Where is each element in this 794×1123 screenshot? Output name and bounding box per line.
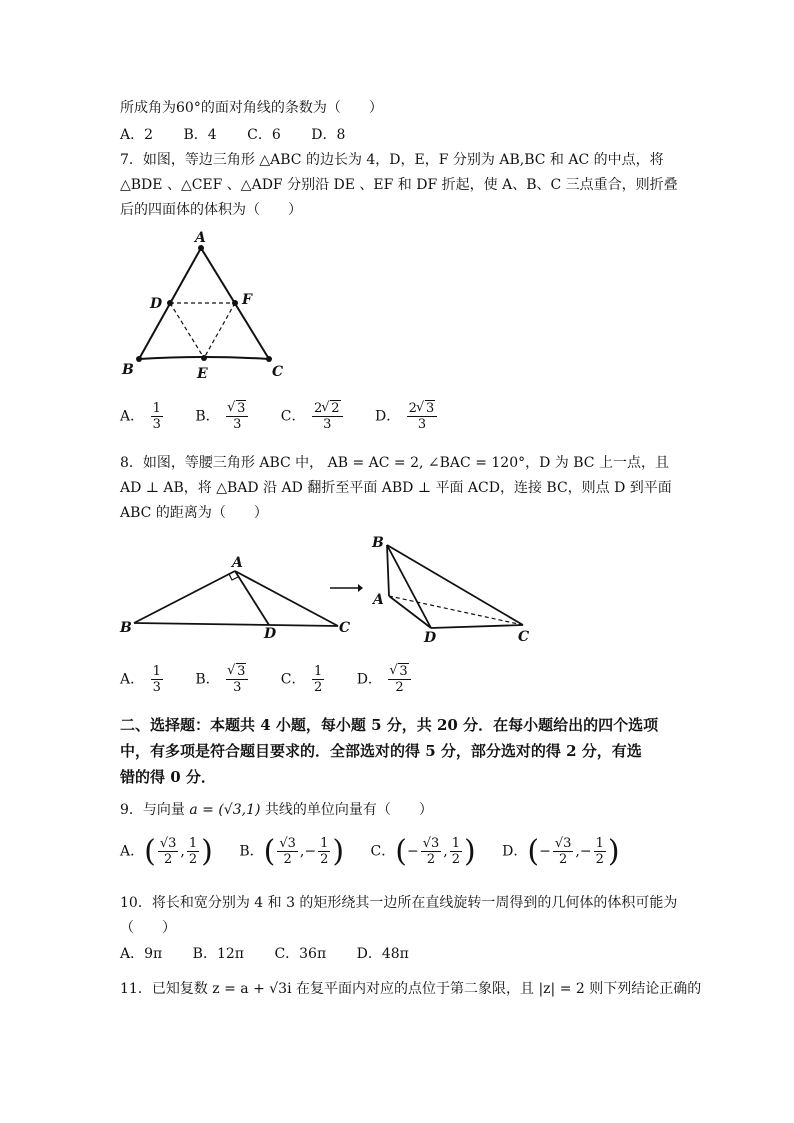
q7-point-d: [167, 300, 173, 306]
q7-option-a[interactable]: [120, 401, 165, 432]
q11-stem-line1: 11．已知复数 z = a + √3i 在复平面内对应的点位于第二象限，且 |z| = 2 则下列结论正确的: [120, 981, 702, 997]
section2-instructions-line3: 错的得 0 分．: [120, 768, 216, 786]
q8-right-label-b: B: [372, 535, 384, 551]
q7-option-b[interactable]: [195, 401, 250, 432]
q9-vector: a = (√3,1): [189, 802, 261, 818]
q8-left-label-c: C: [339, 620, 351, 636]
q7-option-c-den: 3: [323, 417, 332, 432]
q7-option-c[interactable]: [281, 401, 345, 432]
q8-option-d-label: D．: [356, 671, 382, 688]
q7-option-d-radicand: 3: [425, 401, 435, 416]
q9-option-c[interactable]: C．(− $\frac{√3}{2}$ , $\frac{1}{2}$ ): [370, 834, 476, 869]
q8-option-d-fraction: [388, 664, 410, 695]
section2-instructions-line2: 中，有多项是符合题目要求的．全部选对的得 5 分，部分选对的得 2 分，有选: [120, 742, 642, 760]
q7-stem-line2: △BDE 、△CEF 、△ADF 分别沿 DE 、EF 和 DF 折起，使 A、B、C 三点重合，则折叠: [120, 177, 678, 193]
q7-option-d-den: 3: [417, 417, 427, 432]
q7-option-c-fraction: [312, 401, 343, 432]
q7-option-b-radicand: 3: [237, 401, 246, 416]
q8-right-label-d: D: [424, 630, 437, 646]
q7-stem-line3: 后的四面体的体积为（ ）: [120, 202, 302, 218]
section2-instructions-line1: 二、选择题：本题共 4 小题，每小题 5 分，共 20 分．在每小题给出的四个选项: [120, 716, 659, 734]
q6-option-c[interactable]: C．6: [247, 127, 281, 143]
q9-option-c-den2: 2: [451, 852, 460, 867]
q9-option-a-num2: 1: [188, 836, 198, 851]
q9-option-c-num1: √3: [422, 836, 440, 851]
q8-left-label-a: A: [232, 555, 243, 571]
q9-option-d-num1: √3: [554, 836, 572, 851]
q10-option-d[interactable]: D．48π: [356, 946, 409, 962]
q9-option-d-label: D．: [502, 843, 528, 860]
q8-left-edge-bc: [134, 623, 338, 626]
q8-option-a[interactable]: [120, 664, 165, 695]
q8-stem-line3: ABC 的距离为（ ）: [120, 505, 268, 521]
q9-options: [120, 834, 646, 869]
q6-option-d[interactable]: D．8: [311, 127, 346, 143]
q7-stem-line1: 7．如图，等边三角形 △ABC 的边长为 4，D，E，F 分别为 AB,BC 和 AC 的中点，将: [120, 152, 664, 168]
q10-stem-line2: （ ）: [120, 920, 176, 936]
q8-left-edge-ab: [134, 571, 235, 623]
q8-option-a-num: 1: [152, 664, 161, 679]
q8-left-label-b: B: [120, 620, 132, 636]
q10-option-b[interactable]: B．12π: [192, 946, 244, 962]
q9-option-d-den2: 2: [595, 852, 604, 867]
q7-dash-de: [170, 303, 204, 358]
q9-option-c-den1: 2: [426, 852, 436, 867]
q9-option-a-label: A．: [120, 843, 145, 860]
q9-option-b-num1: √3: [279, 836, 296, 851]
q9-option-a-den2: 2: [188, 852, 198, 867]
q7-point-c: [266, 356, 272, 362]
q6-option-b[interactable]: B．4: [183, 127, 217, 143]
q7-option-d-label: D．: [374, 408, 401, 425]
q9-stem-post: 共线的单位向量有（ ）: [260, 802, 433, 818]
q8-option-c-fraction: [312, 664, 324, 695]
q8-option-a-label: A．: [120, 671, 145, 688]
q8-option-b-den: 3: [233, 680, 242, 695]
q7-options: [120, 401, 465, 432]
q10-option-c[interactable]: C．36π: [274, 946, 327, 962]
q8-option-d[interactable]: [357, 664, 413, 695]
q9-option-a[interactable]: A．( $\frac{√3}{2}$ , $\frac{1}{2}$ ): [120, 834, 213, 869]
q7-label-a: A: [195, 230, 206, 246]
q9-option-b-sep: ,−: [299, 843, 317, 860]
q8-right-label-c: C: [518, 629, 530, 645]
q9-option-b-den1: 2: [283, 852, 292, 867]
q7-option-c-coef: 2: [313, 401, 323, 416]
q8-option-b-label: B．: [195, 671, 220, 688]
q9-option-c-sep: ,: [443, 843, 448, 860]
q8-option-b[interactable]: [195, 664, 250, 695]
q7-option-c-radicand: 2: [331, 401, 340, 416]
q9-stem-pre: 9．与向量: [120, 802, 190, 818]
q9-option-b-num2: 1: [320, 836, 329, 851]
q9-option-b[interactable]: B．( $\frac{√3}{2}$ ,− $\frac{1}{2}$ ): [239, 834, 345, 869]
q9-option-b-den2: 2: [320, 852, 329, 867]
q9-stem: [120, 800, 433, 820]
q8-option-b-radicand: 3: [237, 664, 246, 679]
q8-option-b-fraction: [226, 664, 248, 695]
q7-option-a-num: 1: [152, 401, 161, 416]
q7-option-d[interactable]: [375, 401, 439, 432]
q9-option-d-sep: ,−: [575, 843, 592, 860]
q8-right-edge-ba: [387, 545, 389, 596]
q7-point-e: [201, 355, 207, 361]
q10-option-a[interactable]: A．9π: [120, 946, 163, 962]
q6-option-a[interactable]: A．2: [120, 127, 154, 143]
q7-option-b-label: B．: [195, 408, 220, 425]
q7-label-f: F: [242, 292, 252, 308]
q9-option-c-num2: 1: [451, 836, 460, 851]
q9-option-c-label: C．: [370, 843, 396, 860]
q8-figure-left: [118, 550, 358, 642]
q8-option-c-label: C．: [280, 671, 306, 688]
q9-option-d-num2: 1: [595, 836, 604, 851]
q8-option-c[interactable]: [281, 664, 326, 695]
q8-option-c-den: 2: [313, 680, 323, 695]
q8-options: [120, 664, 439, 695]
q8-option-a-fraction: [151, 664, 163, 695]
q9-option-d[interactable]: D．(− $\frac{√3}{2}$ ,− $\frac{1}{2}$ ): [502, 834, 620, 869]
q6-stem: 所成角为60°的面对角线的条数为（ ）: [120, 100, 383, 116]
q8-left-edge-ac: [235, 571, 338, 626]
q7-option-a-fraction: [151, 401, 163, 432]
q8-right-edge-dc: [431, 625, 523, 628]
q9-option-a-sep: ,: [180, 843, 185, 860]
q8-option-a-den: 3: [152, 680, 161, 695]
q7-label-d: D: [150, 296, 163, 312]
q7-option-b-den: 3: [233, 417, 242, 432]
q9-option-b-label: B．: [239, 843, 264, 860]
q8-figure-right: [366, 530, 546, 648]
q7-figure-triangle: [118, 228, 298, 384]
q7-option-d-fraction: [407, 401, 438, 432]
q7-option-a-den: 3: [152, 417, 161, 432]
q10-stem-line1: 10．将长和宽分别为 4 和 3 的矩形绕其一边所在直线旋转一周得到的几何体的体积可能为: [120, 895, 678, 911]
q8-option-c-num: 1: [313, 664, 323, 679]
q9-option-a-num1: √3: [159, 836, 177, 851]
q7-dash-fe: [204, 303, 235, 358]
q8-left-label-d: D: [264, 626, 277, 642]
arrow-icon: [328, 582, 364, 594]
q7-option-c-label: C．: [280, 408, 306, 425]
q10-options: [120, 943, 435, 963]
q8-right-label-a: A: [373, 592, 384, 608]
q7-label-c: C: [272, 364, 284, 380]
q8-option-d-radicand: 3: [399, 664, 408, 679]
q6-options: [120, 124, 371, 144]
q7-option-d-coef: 2: [408, 401, 417, 416]
q7-point-f: [232, 300, 238, 306]
q7-label-b: B: [122, 362, 134, 378]
q9-option-a-den1: 2: [163, 852, 173, 867]
q8-option-d-den: 2: [395, 680, 404, 695]
q9-option-d-sign1: −: [539, 843, 551, 860]
q7-option-b-fraction: [226, 401, 248, 432]
q8-stem-line2: AD ⊥ AB，将 △BAD 沿 AD 翻折至平面 ABD ⊥ 平面 ACD，连接 BC，则点 D 到平面: [120, 480, 672, 496]
q7-label-e: E: [197, 366, 208, 382]
q9-option-c-sign1: −: [406, 843, 419, 860]
q8-stem-line1: 8．如图，等腰三角形 ABC 中， AB = AC = 2, ∠BAC = 120°，D 为 BC 上一点，且: [120, 455, 669, 471]
q7-option-a-label: A．: [120, 408, 145, 425]
q7-point-b: [136, 356, 142, 362]
q9-option-d-den1: 2: [559, 852, 568, 867]
